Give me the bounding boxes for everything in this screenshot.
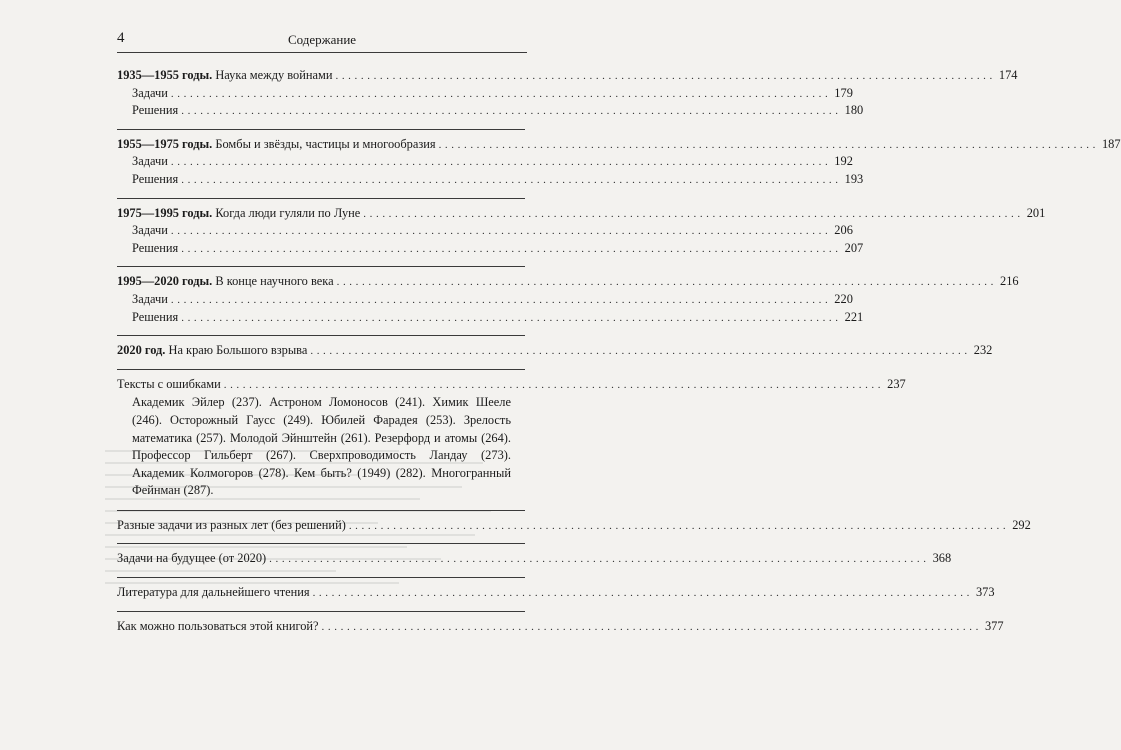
- toc-page-number: 206: [834, 223, 853, 238]
- toc-page-number: 180: [844, 103, 864, 118]
- toc-page-number: 216: [1000, 274, 1019, 289]
- toc-entry-label: Задачи на будущее (от 2020): [117, 551, 267, 566]
- toc-page-number: 221: [844, 309, 864, 324]
- toc-page-number: 373: [975, 585, 995, 600]
- toc-entry[interactable]: [117, 309, 864, 328]
- section-divider: [117, 569, 525, 578]
- section-divider: [117, 258, 525, 267]
- leader-dots: ........................................................................................................: [181, 173, 842, 186]
- leader-dots: ........................................................................................................: [181, 105, 842, 118]
- toc-entry[interactable]: [117, 85, 853, 104]
- toc-entry-label: Решения: [132, 309, 179, 324]
- toc-entry[interactable]: [117, 136, 1121, 155]
- toc-entry[interactable]: [117, 517, 1031, 536]
- leader-dots: ........................................................................................................: [170, 156, 832, 169]
- toc-entry-label: Разные задачи из разных лет (без решений): [117, 517, 346, 532]
- section-divider: [117, 190, 525, 199]
- toc-page-number: 292: [1012, 517, 1031, 532]
- section-divider: [117, 535, 525, 544]
- table-of-contents: [117, 68, 1121, 636]
- toc-page-number: 220: [834, 291, 853, 306]
- leader-dots: ........................................................................................................: [321, 620, 982, 633]
- toc-entry-label: Решения: [132, 103, 179, 118]
- toc-entry-label: Как можно пользоваться этой книгой?: [117, 618, 319, 633]
- section-divider: [117, 121, 525, 130]
- toc-entry[interactable]: [117, 343, 993, 361]
- toc-entry-label: 1955—1975 годы. Бомбы и звёзды, частицы и многообразия: [117, 136, 436, 151]
- toc-entry[interactable]: [117, 551, 952, 569]
- toc-entry[interactable]: [117, 274, 1019, 292]
- toc-entry[interactable]: [117, 240, 864, 259]
- toc-page-number: 187: [1101, 136, 1121, 151]
- leader-dots: ........................................................................................................: [335, 70, 996, 82]
- leader-dots: ........................................................................................................: [269, 553, 930, 566]
- leader-dots: ........................................................................................................: [170, 225, 832, 238]
- toc-page-number: 179: [834, 85, 853, 100]
- toc-entry-label: Решения: [132, 240, 179, 255]
- toc-entry-label: Решения: [132, 171, 179, 186]
- section-divider: [117, 502, 525, 511]
- leader-dots: ........................................................................................................: [348, 519, 1010, 532]
- toc-page-number: 207: [844, 240, 864, 255]
- leader-dots: ........................................................................................................: [181, 242, 842, 255]
- toc-entry[interactable]: [117, 68, 1018, 86]
- leader-dots: ........................................................................................................: [438, 138, 1099, 151]
- page-header: [117, 30, 527, 53]
- toc-entry-label: Задачи: [132, 154, 168, 169]
- toc-entry[interactable]: [117, 376, 906, 395]
- section-divider: [117, 603, 525, 612]
- toc-entry[interactable]: [117, 291, 853, 310]
- leader-dots: ........................................................................................................: [312, 587, 973, 600]
- toc-entry[interactable]: [117, 205, 1046, 224]
- toc-entry[interactable]: [117, 223, 853, 241]
- leader-dots: ........................................................................................................: [181, 311, 842, 324]
- running-title: Содержание: [287, 32, 357, 47]
- toc-entry-label: Задачи: [132, 223, 168, 238]
- toc-entry[interactable]: [117, 154, 853, 172]
- toc-entry-label: 2020 год. На краю Большого взрыва: [117, 343, 308, 358]
- toc-entry-label: 1995—2020 годы. В конце научного века: [117, 274, 334, 289]
- errors-subentries: Академик Эйлер (237). Астроном Ломоносов (241). Химик Шееле (246). Осторожный Гаусс (249). Юбилей Фарадея (253). Зрелость математика (257). Молодой Эйнштейн (261). Резерфорд и атомы (264). Профессор Гильберт (267). Сверхпроводимость Ландау (273). Академик Колмогоров (278). Кем быть? (1949) (282). Многогранный Фейнман (287).: [132, 395, 511, 498]
- toc-entry-label: 1935—1955 годы. Наука между войнами: [117, 68, 333, 82]
- toc-entry-label: Задачи: [132, 85, 168, 100]
- toc-page-number: 193: [844, 171, 864, 186]
- page-number: 4: [117, 30, 125, 46]
- leader-dots: ........................................................................................................: [170, 87, 832, 100]
- toc-entry-label: Задачи: [132, 291, 168, 306]
- toc-entry-label: Литература для дальнейшего чтения: [117, 585, 310, 600]
- leader-dots: ........................................................................................................: [310, 345, 971, 358]
- leader-dots: ........................................................................................................: [223, 378, 885, 391]
- toc-entry-label: Тексты с ошибками: [117, 376, 221, 391]
- toc-entry[interactable]: [117, 618, 1004, 637]
- toc-page-number: 201: [1026, 205, 1046, 220]
- toc-entry[interactable]: [117, 103, 864, 121]
- toc-page-number: 368: [932, 551, 952, 566]
- toc-page-number: 377: [984, 618, 1004, 633]
- toc-page-number: 232: [973, 343, 993, 358]
- leader-dots: ........................................................................................................: [336, 276, 997, 289]
- section-divider: [117, 361, 525, 370]
- toc-entry-label: 1975—1995 годы. Когда люди гуляли по Луне: [117, 205, 361, 220]
- toc-page-number: 192: [834, 154, 853, 169]
- toc-page-number: 237: [887, 376, 906, 391]
- leader-dots: ........................................................................................................: [363, 207, 1024, 220]
- toc-page-number: 174: [998, 68, 1018, 82]
- toc-entry[interactable]: [117, 171, 864, 190]
- toc-entry[interactable]: [117, 585, 995, 603]
- section-divider: [117, 327, 525, 336]
- leader-dots: ........................................................................................................: [170, 293, 832, 306]
